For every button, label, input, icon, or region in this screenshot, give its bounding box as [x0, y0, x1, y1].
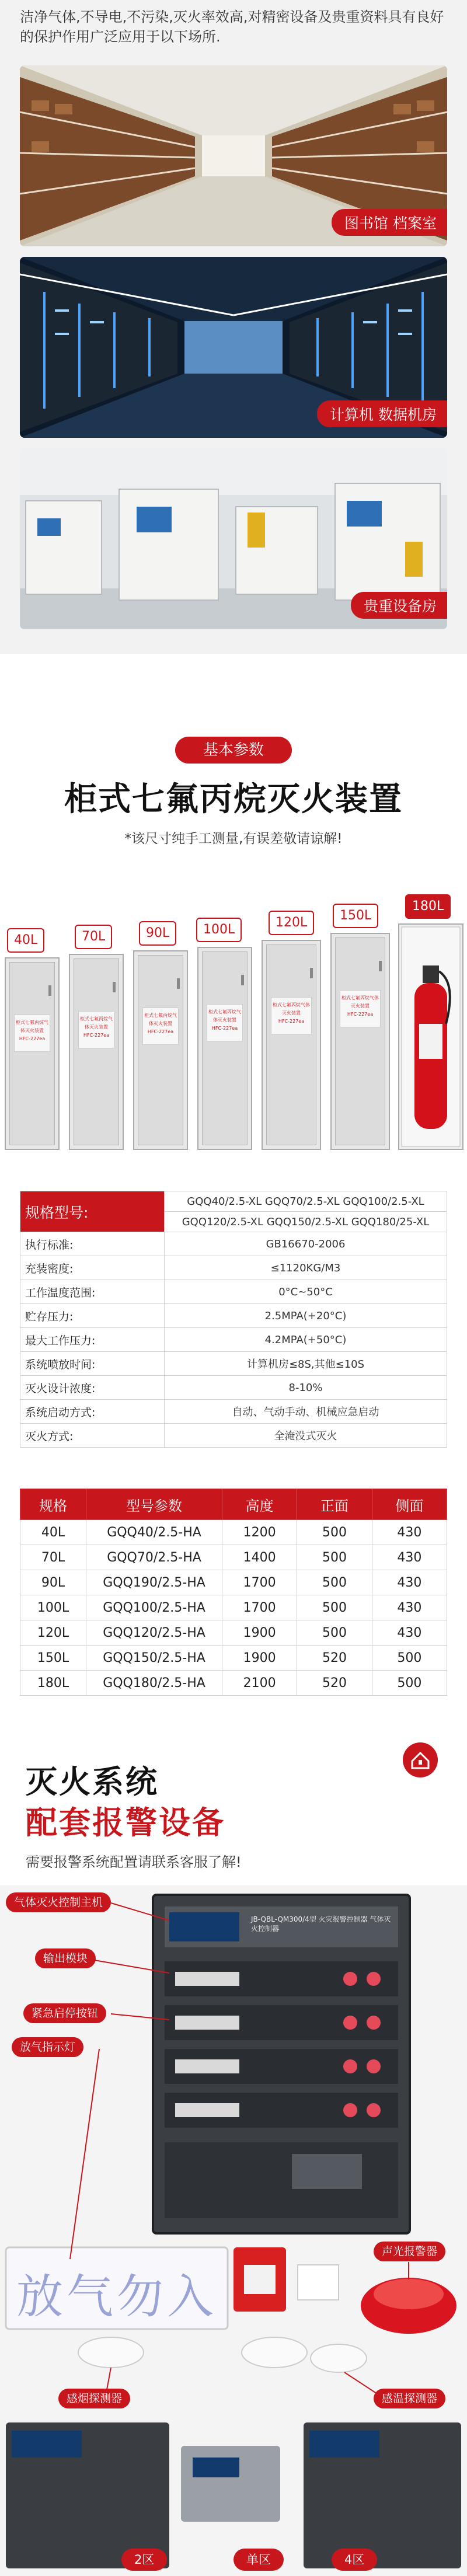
spec-label: 系统喷放时间: — [20, 1352, 165, 1376]
indicator-light-text: 放气勿入 — [16, 2270, 217, 2324]
scene-tag-library: 图书馆 档案室 — [332, 209, 447, 236]
spec-row — [20, 1424, 447, 1448]
cabinet-plate-text: 柜式七氟丙烷气体灭火装置 — [341, 995, 379, 1009]
cabinet-plate-text: 柜式七氟丙烷气体灭火装置 — [16, 1020, 48, 1033]
dims-header-front: 正面 — [297, 1489, 372, 1520]
cabinet-plate-text: 柜式七氟丙烷气体灭火装置 — [208, 1009, 241, 1023]
spec-label: 灭火方式: — [20, 1424, 165, 1448]
cabinet-plate-text: 柜式七氟丙烷气体灭火装置 — [273, 1002, 310, 1016]
dims-cell: 1200 — [222, 1520, 297, 1545]
panel-title: JB-QBL-QM300/4型 火灾报警控制器 气体灭火控制器 — [251, 1915, 391, 1933]
dims-cell: GQQ40/2.5-HA — [86, 1520, 222, 1545]
spec-value: 0°C~50°C — [165, 1280, 447, 1304]
dims-cell: 40L — [20, 1520, 86, 1545]
volume-label-180: 180L — [405, 894, 451, 919]
cabinet-plate-code: HFC-227ea — [83, 1033, 110, 1038]
zone-label-4: 4区 — [332, 2549, 377, 2571]
spec-value: 8-10% — [165, 1376, 447, 1400]
dims-cell: GQQ190/2.5-HA — [86, 1570, 222, 1595]
scene-tag-datacenter: 计算机 数据机房 — [317, 400, 447, 427]
cabinet-plate-code: HFC-227ea — [347, 1012, 374, 1017]
home-alarm-icon — [403, 1742, 438, 1777]
spec-value: 全淹没式灭火 — [165, 1424, 447, 1448]
callout-siren: 声光报警器 — [374, 2242, 445, 2261]
dims-cell: GQQ100/2.5-HA — [86, 1595, 222, 1620]
volume-label-40: 40L — [7, 928, 44, 953]
table-row — [20, 1671, 447, 1696]
cabinet-plate-code: HFC-227ea — [19, 1036, 46, 1041]
dims-cell: 500 — [372, 1646, 447, 1671]
dims-cell: GQQ70/2.5-HA — [86, 1545, 222, 1570]
dims-cell: 500 — [297, 1620, 372, 1646]
spec-model-line1: GQQ40/2.5-XL GQQ70/2.5-XL GQQ100/2.5-XL — [165, 1191, 447, 1212]
dims-cell: 180L — [20, 1671, 86, 1696]
callout-smoke-detector: 感烟探测器 — [58, 2389, 130, 2408]
spec-model-row — [20, 1191, 447, 1212]
dims-cell: 430 — [372, 1620, 447, 1646]
dims-header-model: 型号参数 — [86, 1489, 222, 1520]
dims-cell: 430 — [372, 1545, 447, 1570]
application-section — [0, 0, 467, 654]
spec-value: GB16670-2006 — [165, 1232, 447, 1256]
spec-row — [20, 1256, 447, 1280]
cabinet-120 — [262, 940, 321, 1150]
dims-cell: 1400 — [222, 1545, 297, 1570]
callout-emergency-button: 紧急启停按钮 — [23, 2003, 106, 2023]
dims-cell: 1900 — [222, 1646, 297, 1671]
volume-label-90: 90L — [139, 921, 176, 946]
cabinet-70 — [69, 954, 124, 1150]
alarm-subtitle: 需要报警系统配置请联系客服了解! — [26, 1854, 242, 1870]
alarm-equipment-figure — [0, 1885, 467, 2576]
dims-cell: 430 — [372, 1595, 447, 1620]
cabinet-plate-text: 柜式七氟丙烷气体灭火装置 — [80, 1016, 113, 1030]
table-row — [20, 1646, 447, 1671]
callout-heat-detector: 感温探测器 — [374, 2389, 445, 2408]
spec-label: 贮存压力: — [20, 1304, 165, 1328]
cabinet-plate-code: HFC-227ea — [147, 1029, 174, 1034]
spec-row — [20, 1376, 447, 1400]
volume-label-120: 120L — [269, 911, 314, 935]
volume-label-150: 150L — [333, 904, 378, 928]
scene-datacenter — [20, 257, 447, 438]
spec-model-line2: GQQ120/2.5-XL GQQ150/2.5-XL GQQ180/25-XL — [165, 1212, 447, 1232]
table-row — [20, 1545, 447, 1570]
table-row — [20, 1570, 447, 1595]
spec-label: 充装密度: — [20, 1256, 165, 1280]
params-badge: 基本参数 — [175, 737, 292, 764]
zone-label-single: 单区 — [234, 2549, 284, 2571]
dims-cell: GQQ120/2.5-HA — [86, 1620, 222, 1646]
spec-value: 4.2MPA(+50°C) — [165, 1328, 447, 1352]
spec-value: 2.5MPA(+20°C) — [165, 1304, 447, 1328]
zone-label-2: 2区 — [121, 2549, 167, 2571]
dims-cell: 520 — [297, 1646, 372, 1671]
spec-label: 系统启动方式: — [20, 1400, 165, 1424]
dims-cell: 500 — [297, 1545, 372, 1570]
scene-library — [20, 65, 447, 246]
cabinet-90 — [133, 950, 188, 1150]
spec-label: 工作温度范围: — [20, 1280, 165, 1304]
dims-cell: 70L — [20, 1545, 86, 1570]
dims-cell: 120L — [20, 1620, 86, 1646]
dimensions-table — [20, 1489, 447, 1696]
scene-tag-equipment: 贵重设备房 — [351, 592, 447, 619]
dims-cell: GQQ180/2.5-HA — [86, 1671, 222, 1696]
spec-value: ≤1120KG/M3 — [165, 1256, 447, 1280]
cabinet-plate-code: HFC-227ea — [211, 1026, 238, 1031]
spec-value: 计算机房≤8S,其他≤10S — [165, 1352, 447, 1376]
dims-cell: GQQ150/2.5-HA — [86, 1646, 222, 1671]
spec-row — [20, 1304, 447, 1328]
dims-header-row — [20, 1489, 447, 1520]
table-row — [20, 1520, 447, 1545]
dims-header-side: 侧面 — [372, 1489, 447, 1520]
table-row — [20, 1620, 447, 1646]
cabinet-100 — [197, 947, 252, 1150]
params-note: *该尺寸纯手工测量,有误差敬请谅解! — [124, 831, 343, 846]
dims-cell: 500 — [297, 1570, 372, 1595]
dims-cell: 500 — [372, 1671, 447, 1696]
alarm-equipment-image — [0, 1885, 467, 2576]
spec-model-label: 规格型号: — [20, 1191, 165, 1232]
volume-label-70: 70L — [75, 925, 112, 949]
scene-equipment — [20, 448, 447, 629]
dims-cell: 500 — [297, 1520, 372, 1545]
spec-label: 最大工作压力: — [20, 1328, 165, 1352]
table-row — [20, 1595, 447, 1620]
spec-row — [20, 1352, 447, 1376]
spec-row — [20, 1280, 447, 1304]
spec-row — [20, 1232, 447, 1256]
callout-output-module: 输出模块 — [35, 1948, 96, 1968]
intro-text: 洁净气体,不导电,不污染,灭火率效高,对精密设备及贵重资料具有良好的保护作用广泛应用于以下场所. — [20, 9, 444, 45]
cabinet-150 — [330, 933, 390, 1150]
dims-cell: 90L — [20, 1570, 86, 1595]
cabinet-plate-text: 柜式七氟丙烷气体灭火装置 — [144, 1013, 177, 1026]
params-title: 柜式七氟丙烷灭火装置 — [64, 780, 403, 818]
callout-indicator-light: 放气指示灯 — [12, 2037, 83, 2057]
dims-cell: 150L — [20, 1646, 86, 1671]
cabinet-40 — [5, 957, 60, 1150]
dims-cell: 500 — [297, 1595, 372, 1620]
cabinet-plate-code: HFC-227ea — [278, 1019, 305, 1024]
dims-header-height: 高度 — [222, 1489, 297, 1520]
spec-row — [20, 1400, 447, 1424]
callout-controller: 气体灭火控制主机 — [6, 1892, 111, 1912]
dims-cell: 520 — [297, 1671, 372, 1696]
dims-cell: 100L — [20, 1595, 86, 1620]
dims-cell: 1700 — [222, 1570, 297, 1595]
dims-cell: 1700 — [222, 1595, 297, 1620]
cabinet-180-open — [398, 923, 463, 1150]
cylinder-image — [399, 925, 462, 1149]
dims-cell: 1900 — [222, 1620, 297, 1646]
volume-label-100: 100L — [196, 918, 242, 942]
dims-cell: 430 — [372, 1570, 447, 1595]
alarm-title-1: 灭火系统 — [26, 1763, 159, 1800]
spec-value: 自动、气动手动、机械应急启动 — [165, 1400, 447, 1424]
alarm-title-2: 配套报警设备 — [26, 1804, 225, 1841]
dims-header-spec: 规格 — [20, 1489, 86, 1520]
spec-table — [20, 1191, 447, 1448]
spec-label: 执行标准: — [20, 1232, 165, 1256]
dims-cell: 430 — [372, 1520, 447, 1545]
dims-cell: 2100 — [222, 1671, 297, 1696]
spec-label: 灭火设计浓度: — [20, 1376, 165, 1400]
spec-row — [20, 1328, 447, 1352]
